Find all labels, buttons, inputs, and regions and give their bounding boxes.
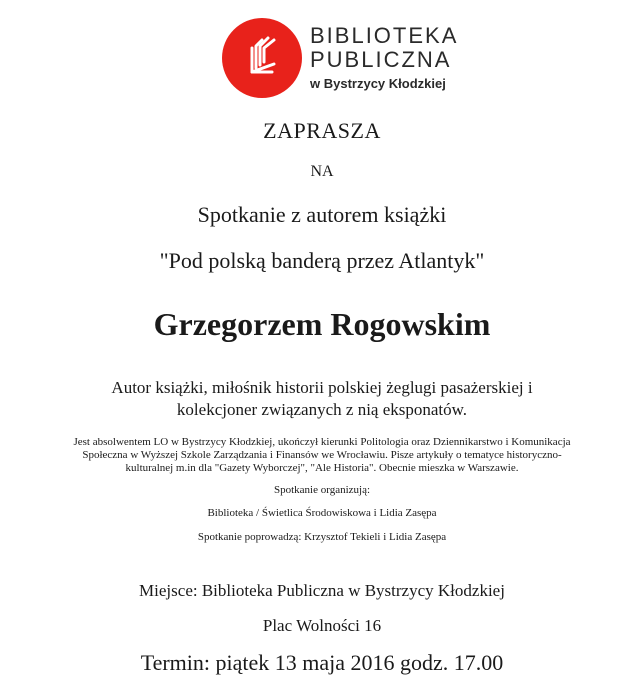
- hosts: Spotkanie poprowadzą: Krzysztof Tekieli i Lidia Zasępa: [197, 531, 447, 543]
- library-logo: [222, 18, 482, 102]
- description-line-1: Autor książki, miłośnik historii polskiej żeglugi pasażerskiej i: [111, 378, 533, 397]
- book-logo-icon: [222, 18, 302, 98]
- bio-line-1: Jest absolwentem LO w Bystrzycy Kłodzkiej, ukończył kierunki Politologia oraz Dziennikarstwo i Komunikacja: [73, 436, 571, 448]
- organizers-label: Spotkanie organizują:: [273, 484, 371, 496]
- organizers-names: Biblioteka / Świetlica Środowiskowa i Lidia Zasępa: [207, 507, 437, 519]
- library-name-line2: PUBLICZNA: [310, 47, 452, 72]
- library-name-line1: BIBLIOTEKA: [310, 23, 459, 48]
- meeting-title: Spotkanie z autorem książki: [197, 202, 447, 227]
- bio-line-3: kulturalnej m.in dla "Gazety Wyborczej", "Ale Historia". Obecnie mieszka w Warszawie.: [125, 462, 519, 474]
- library-location: w Bystrzycy Kłodzkiej: [310, 76, 446, 91]
- author-name: Grzegorzem Rogowskim: [153, 306, 491, 342]
- description-line-2: kolekcjoner związanych z nią eksponatów.: [176, 400, 468, 419]
- venue-address: Plac Wolności 16: [262, 616, 382, 635]
- invite-heading: ZAPRASZA: [263, 118, 381, 143]
- event-date: Termin: piątek 13 maja 2016 godz. 17.00: [140, 650, 504, 675]
- book-title: "Pod polską banderą przez Atlantyk": [159, 248, 485, 273]
- bio-line-2: Społeczna w Wyższej Szkole Zarządzania i Finansów we Wrocławiu. Pisze artykuły o tematyce historyczno-: [82, 449, 562, 461]
- library-name: [310, 24, 458, 91]
- invite-na: NA: [310, 163, 334, 180]
- venue-place: Miejsce: Biblioteka Publiczna w Bystrzycy Kłodzkiej: [139, 581, 505, 600]
